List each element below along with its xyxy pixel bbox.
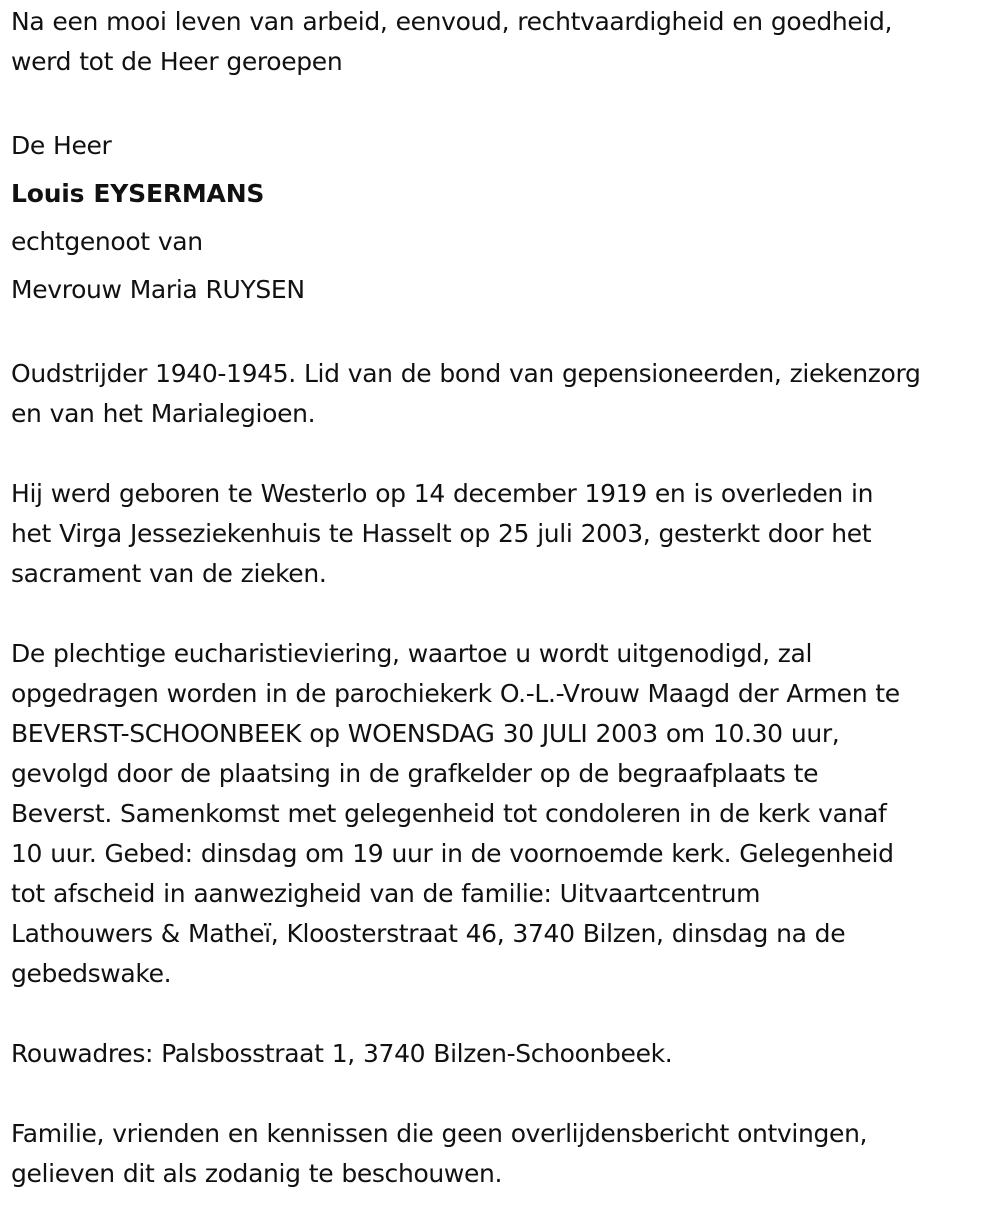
person-name: Louis EYSERMANS: [11, 179, 265, 208]
birth-death-line: sacrament van de zieken.: [11, 559, 327, 588]
ceremony-line: tot afscheid in aanwezigheid van de familie: Uitvaartcentrum: [11, 879, 761, 908]
memberships-line: en van het Marialegioen.: [11, 399, 316, 428]
birth-death-line: Hij werd geboren te Westerlo op 14 december 1919 en is overleden in: [11, 479, 874, 508]
birth-death-paragraph: [11, 474, 990, 594]
closing-line: gelieven dit als zodanig te beschouwen.: [11, 1159, 503, 1188]
intro-line: Na een mooi leven van arbeid, eenvoud, rechtvaardigheid en goedheid,: [11, 7, 893, 36]
ceremony-line: gebedswake.: [11, 959, 172, 988]
ceremony-line: BEVERST-SCHOONBEEK op WOENSDAG 30 JULI 2003 om 10.30 uur,: [11, 719, 840, 748]
ceremony-line: Beverst. Samenkomst met gelegenheid tot condoleren in de kerk vanaf: [11, 799, 887, 828]
ceremony-line: De plechtige eucharistieviering, waartoe u wordt uitgenodigd, zal: [11, 639, 813, 668]
intro-line: werd tot de Heer geroepen: [11, 47, 343, 76]
person-relation: echtgenoot van: [11, 227, 203, 256]
ceremony-line: Lathouwers & Matheï, Kloosterstraat 46, 3740 Bilzen, dinsdag na de: [11, 919, 846, 948]
intro-paragraph: [11, 2, 990, 82]
address-paragraph: [11, 1034, 990, 1074]
person-block: [11, 122, 990, 314]
birth-death-line: het Virga Jesseziekenhuis te Hasselt op 25 juli 2003, gesterkt door het: [11, 519, 872, 548]
spouse-name: Mevrouw Maria RUYSEN: [11, 275, 305, 304]
memberships-line: Oudstrijder 1940-1945. Lid van de bond van gepensioneerden, ziekenzorg: [11, 359, 921, 388]
closing-line: Familie, vrienden en kennissen die geen overlijdensbericht ontvingen,: [11, 1119, 868, 1148]
closing-paragraph: [11, 1114, 990, 1194]
address-line: Rouwadres: Palsbosstraat 1, 3740 Bilzen-Schoonbeek.: [11, 1039, 673, 1068]
ceremony-line: 10 uur. Gebed: dinsdag om 19 uur in de voornoemde kerk. Gelegenheid: [11, 839, 894, 868]
memberships-paragraph: [11, 354, 990, 434]
person-title: De Heer: [11, 131, 112, 160]
ceremony-line: gevolgd door de plaatsing in de grafkelder op de begraafplaats te: [11, 759, 819, 788]
ceremony-line: opgedragen worden in de parochiekerk O.-L.-Vrouw Maagd der Armen te: [11, 679, 900, 708]
ceremony-paragraph: [11, 634, 990, 994]
